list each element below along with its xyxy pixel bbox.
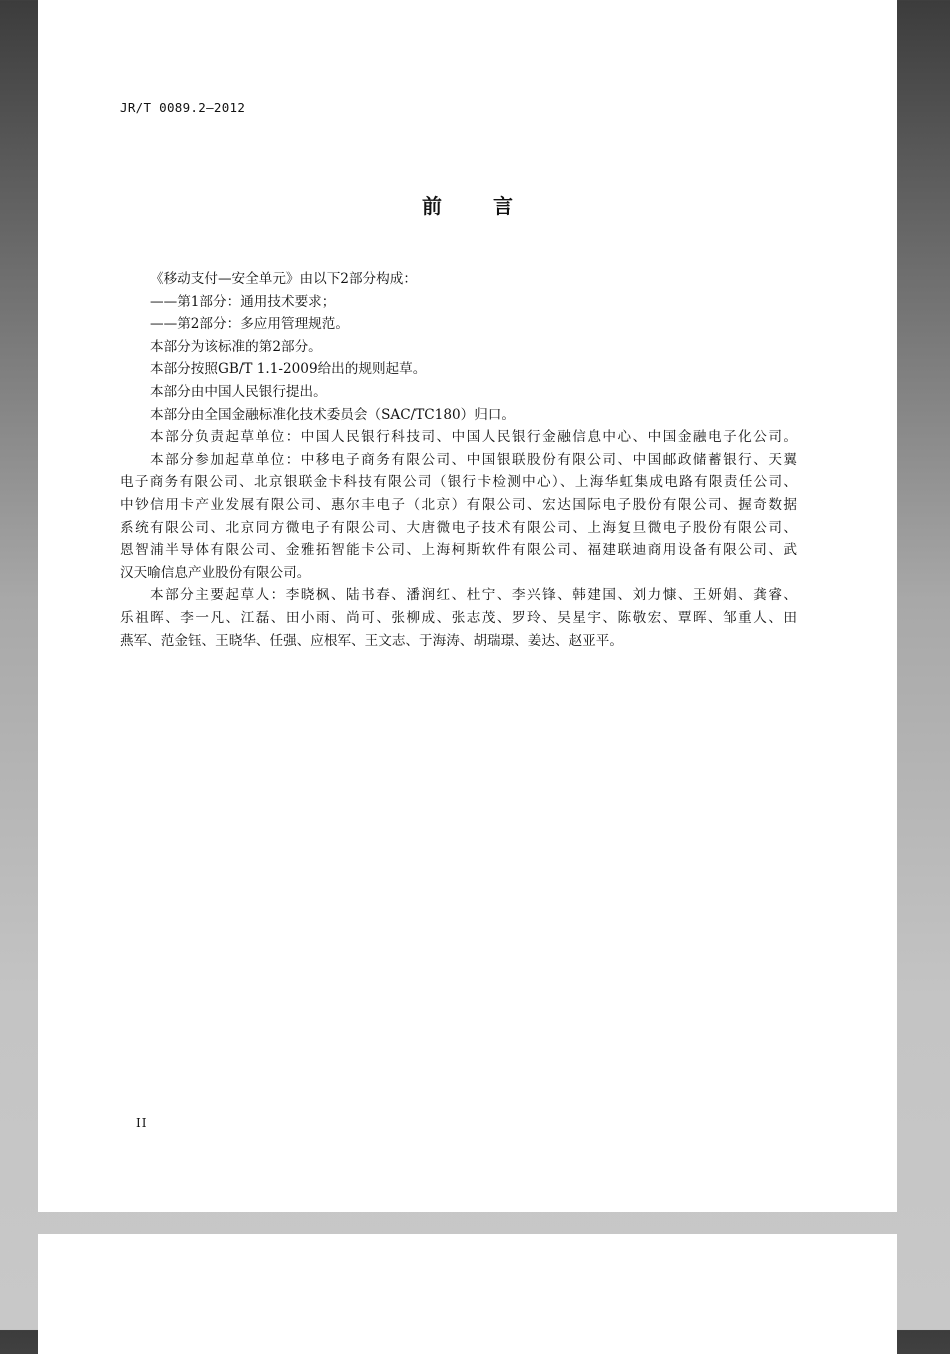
page-number: II <box>136 1116 148 1130</box>
text-line: 本部分为该标准的第2部分。 <box>150 338 322 355</box>
document-number: JR/T 0089.2—2012 <box>120 100 246 115</box>
text-line: 系统有限公司、北京同方微电子有限公司、大唐微电子技术有限公司、上海复旦微电子股份有限公司、 <box>120 519 797 536</box>
next-document-page <box>38 1234 897 1354</box>
text-line: 本部分由全国金融标准化技术委员会（SAC/TC180）归口。 <box>150 406 515 423</box>
text-line: 燕军、范金钰、王晓华、任强、应根军、王文志、于海涛、胡瑞璟、姜达、赵亚平。 <box>120 632 623 649</box>
page-title: 前 言 <box>422 194 535 218</box>
text-line: 汉天喻信息产业股份有限公司。 <box>120 564 311 581</box>
text-line: 本部分由中国人民银行提出。 <box>150 383 327 400</box>
text-line: 本部分按照GB/T 1.1-2009给出的规则起草。 <box>150 361 427 378</box>
text-line: 本部分主要起草人：李晓枫、陆书春、潘润红、杜宁、李兴锋、韩建国、刘力慷、王妍娟、龚睿、 <box>150 587 797 604</box>
text-line: 《移动支付—安全单元》由以下2部分构成： <box>150 271 417 287</box>
text-line: ——第1部分：通用技术要求； <box>150 293 336 310</box>
document-page <box>38 0 897 1212</box>
text-line: 中钞信用卡产业发展有限公司、惠尔丰电子（北京）有限公司、宏达国际电子股份有限公司、握奇数据 <box>120 496 797 513</box>
text-line: 电子商务有限公司、北京银联金卡科技有限公司（银行卡检测中心）、上海华虹集成电路有限责任公司、 <box>120 474 797 491</box>
text-line: 乐祖晖、李一凡、江磊、田小雨、尚可、张柳成、张志茂、罗玲、吴星宇、陈敬宏、覃晖、邹重人、田 <box>120 609 797 626</box>
text-line: ——第2部分：多应用管理规范。 <box>150 316 349 333</box>
text-line: 本部分负责起草单位：中国人民银行科技司、中国人民银行金融信息中心、中国金融电子化公司。 <box>150 429 797 446</box>
text-line: 本部分参加起草单位：中移电子商务有限公司、中国银联股份有限公司、中国邮政储蓄银行、天翼 <box>150 451 797 468</box>
text-line: 恩智浦半导体有限公司、金雅拓智能卡公司、上海柯斯软件有限公司、福建联迪商用设备有限公司、武 <box>120 542 797 559</box>
foreword-body <box>120 268 797 652</box>
